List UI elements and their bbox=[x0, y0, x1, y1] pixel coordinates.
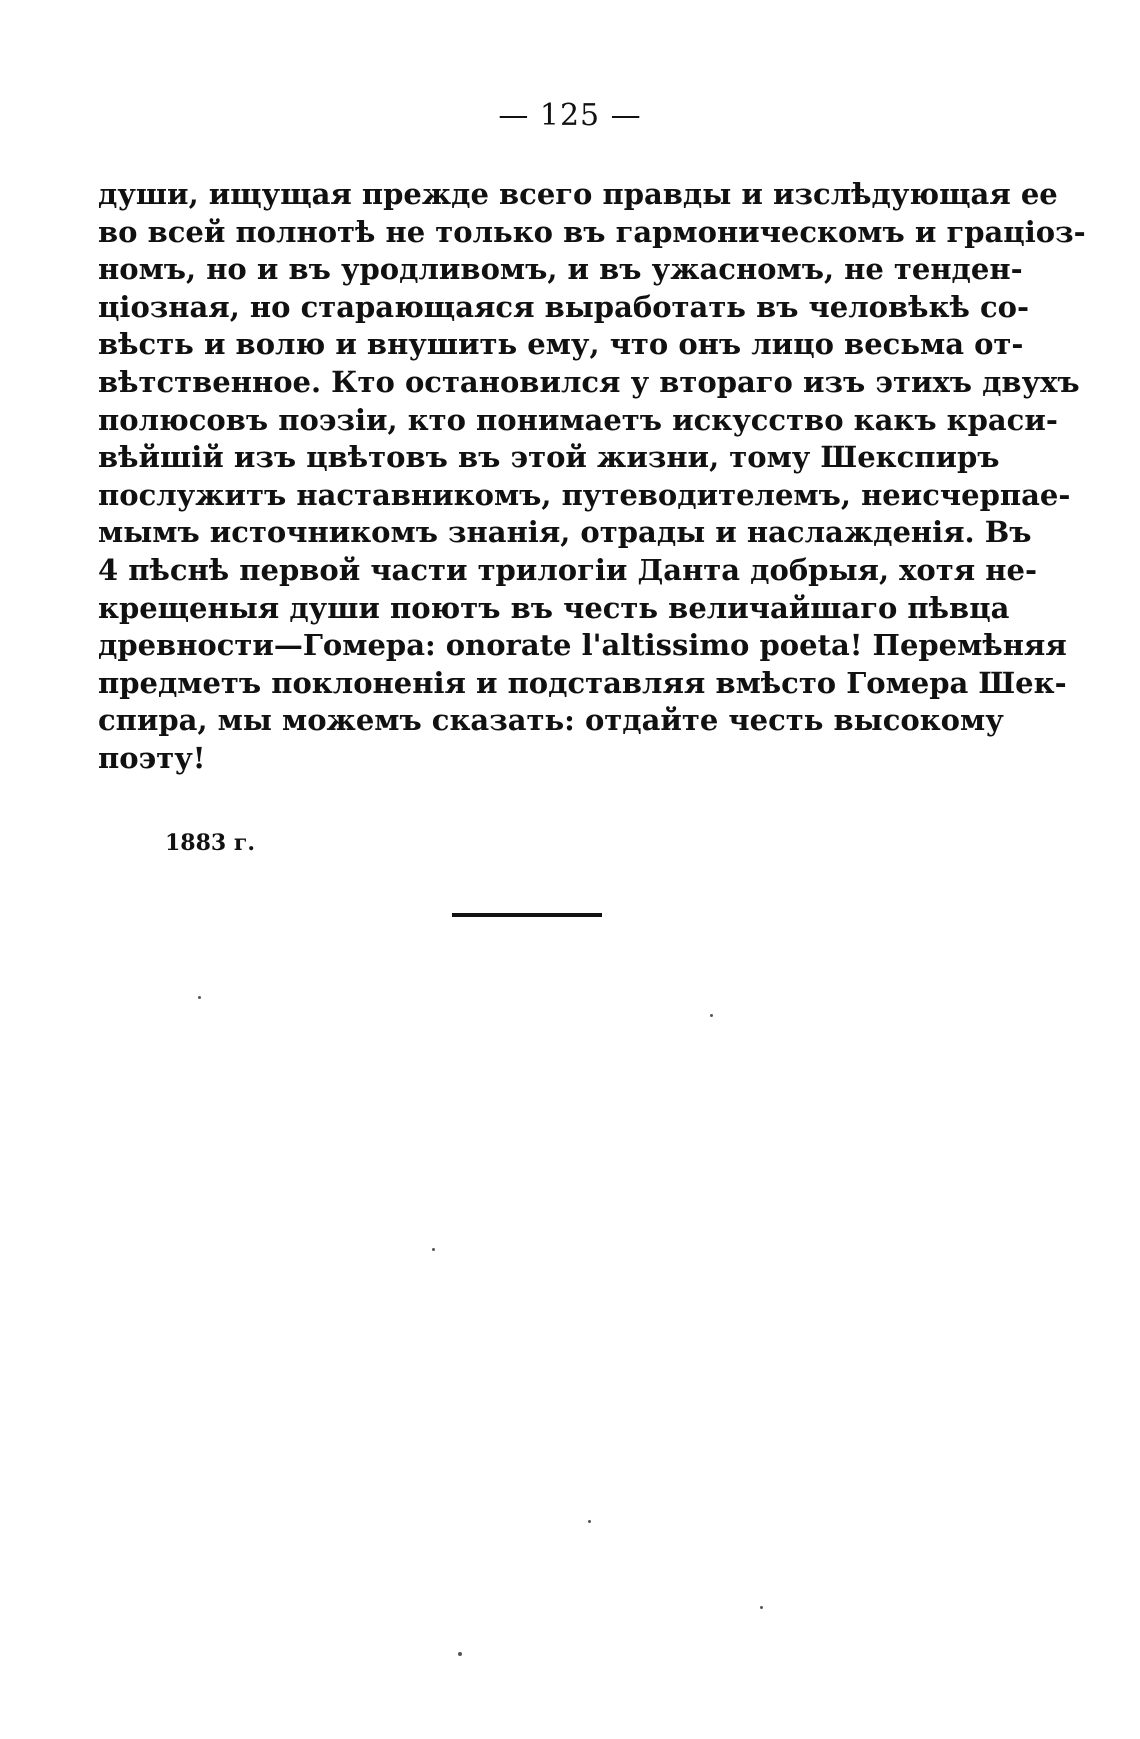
scan-speck bbox=[760, 1606, 763, 1609]
scan-speck bbox=[710, 1014, 713, 1017]
text-line: мымъ источникомъ знанія, отрады и наслажденія. Въ bbox=[98, 515, 1032, 550]
text-line: вѣйшій изъ цвѣтовъ въ этой жизни, тому Шекспиръ bbox=[98, 440, 1000, 475]
text-line: номъ, но и въ уродливомъ, и въ ужасномъ, не тенден- bbox=[98, 252, 1023, 287]
scan-speck bbox=[198, 996, 201, 999]
text-line: спира, мы можемъ сказать: отдайте честь высокому bbox=[98, 703, 1004, 738]
text-line: вѣтственное. Кто остановился у втораго изъ этихъ двухъ bbox=[98, 364, 1080, 399]
scan-speck bbox=[432, 1248, 435, 1251]
text-line: послужитъ наставникомъ, путеводителемъ, неисчерпае- bbox=[98, 477, 1071, 512]
end-rule bbox=[452, 913, 602, 917]
text-line-last: поэту! bbox=[98, 740, 206, 775]
text-line: предметъ поклоненія и подставляя вмѣсто Гомера Шек- bbox=[98, 665, 1067, 700]
text-line: крещеныя души поютъ въ честь величайшаго пѣвца bbox=[98, 590, 1010, 625]
text-line: древности—Гомера: onorate l'altissimo poeta! Перемѣняя bbox=[98, 628, 1067, 663]
body-paragraph bbox=[98, 176, 1086, 778]
text-line: 4 пѣснѣ первой части трилогіи Данта добрыя, хотя не- bbox=[98, 552, 1037, 587]
scan-speck bbox=[458, 1652, 462, 1656]
text-line: души, ищущая прежде всего правды и изслѣдующая ее bbox=[98, 177, 1058, 211]
text-line: во всей полнотѣ не только въ гармоническомъ и граціоз- bbox=[98, 214, 1086, 249]
text-line: полюсовъ поэзіи, кто понимаетъ искусство какъ краси- bbox=[98, 402, 1058, 437]
text-line: ціозная, но старающаяся выработать въ человѣкѣ со- bbox=[98, 289, 1030, 324]
scan-speck bbox=[588, 1520, 591, 1523]
page-number: — 125 — bbox=[498, 98, 642, 133]
text-line: вѣсть и волю и внушить ему, что онъ лицо весьма от- bbox=[98, 327, 1024, 362]
date-line: 1883 г. bbox=[165, 830, 256, 856]
